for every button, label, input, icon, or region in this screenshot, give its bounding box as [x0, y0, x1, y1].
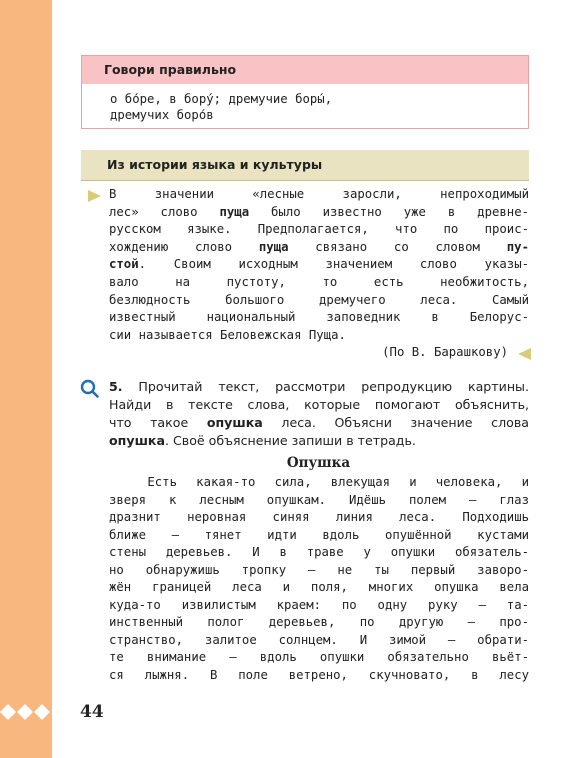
text-fragment: леса. Объясни значение слова [262, 415, 529, 430]
speak-correctly-body [82, 84, 528, 123]
task-number: 5. [109, 379, 123, 394]
text-fragment: связано со словом [288, 239, 507, 254]
keyword: опушка [206, 415, 263, 430]
keyword: стой [109, 257, 139, 272]
text-line [109, 378, 529, 396]
story-text [109, 474, 529, 684]
history-box-divider [81, 180, 529, 181]
text-line: дразнит неровная синяя линия леса. Подходишь [109, 510, 529, 524]
keyword: пу- [506, 239, 529, 254]
arrow-left-icon [88, 190, 101, 202]
history-box-title: Из истории языка и культуры [81, 150, 529, 180]
text-line [109, 414, 529, 432]
page-number: 44 [80, 702, 104, 722]
text-line: Есть какая-то сила, влекущая и человека, и [109, 475, 529, 489]
text-line: куда-то извилистым краем: по одну руку — та- [109, 597, 529, 612]
text-line: но обнаружишь тропку — не ты первый заворо- [109, 562, 529, 577]
arrow-right-icon [518, 348, 531, 360]
keyword: пуща [219, 204, 250, 219]
text-line [109, 432, 529, 450]
text-fragment: хождению слово [109, 239, 259, 254]
text-line: инственный полог деревьев, по другую — про- [109, 615, 529, 629]
text-fragment: лес» слово [109, 204, 220, 219]
text-line: безлюдность большого дремучего леса. Самый [109, 292, 529, 307]
text-line [109, 204, 529, 222]
speak-correctly-box [81, 55, 529, 129]
keyword: опушка [109, 433, 165, 448]
speak-correctly-line: дремучих боро́в [110, 108, 214, 122]
speak-correctly-line: о бо́ре, в бору́; дремучие боры́, [110, 92, 333, 106]
speak-correctly-title: Говори правильно [82, 56, 528, 84]
story-title: Опушка [286, 455, 351, 471]
search-icon [80, 379, 99, 398]
text-fragment: . Своим исходным значением слово указы- [138, 257, 529, 272]
text-line: русском языке. Предполагается, что по проис- [109, 222, 529, 237]
text-line: Найди в тексте слова, которые помогают объяснить, [109, 397, 529, 412]
text-line [109, 256, 529, 274]
page-margin-strip [0, 0, 52, 758]
text-line: те внимание — вдоль опушки обязательно вьёт- [109, 650, 529, 664]
keyword: пуща [258, 239, 289, 254]
text-line: зверя к лесным опушкам. Идёшь полем — глаз [109, 492, 529, 507]
diamond-ornament [0, 704, 50, 720]
text-line: странство, залитое солнцем. И зимой — обрати- [109, 632, 529, 647]
text-line: вало на пустоту, то есть необжитость, [109, 274, 529, 289]
text-line: ся лыжня. В поле ветрено, скучновато, в лесу [109, 667, 529, 682]
history-text [109, 186, 529, 344]
text-line: сии называется Беловежская Пуща. [109, 327, 346, 342]
text-fragment: Прочитай текст, рассмотри репродукцию картины. [122, 379, 529, 394]
source-citation: (По В. Барашкову) [382, 345, 508, 359]
text-fragment: что такое [109, 415, 207, 430]
text-line: ближе — тянет идти вдоль опушённой кустами [109, 527, 529, 542]
text-line: В значении «лесные заросли, непроходимый [109, 187, 529, 201]
task-5 [109, 378, 529, 450]
text-line [109, 239, 529, 257]
text-line: жён границей леса и поля, многих опушка вела [109, 580, 529, 594]
text-line: известный национальный заповедник в Белорус- [109, 310, 529, 325]
text-fragment: было известно уже в древне- [249, 204, 530, 219]
text-line: стены деревьев. И в траве у опушки обязатель- [109, 545, 529, 559]
text-fragment: . Своё объяснение запиши в тетрадь. [164, 433, 416, 448]
